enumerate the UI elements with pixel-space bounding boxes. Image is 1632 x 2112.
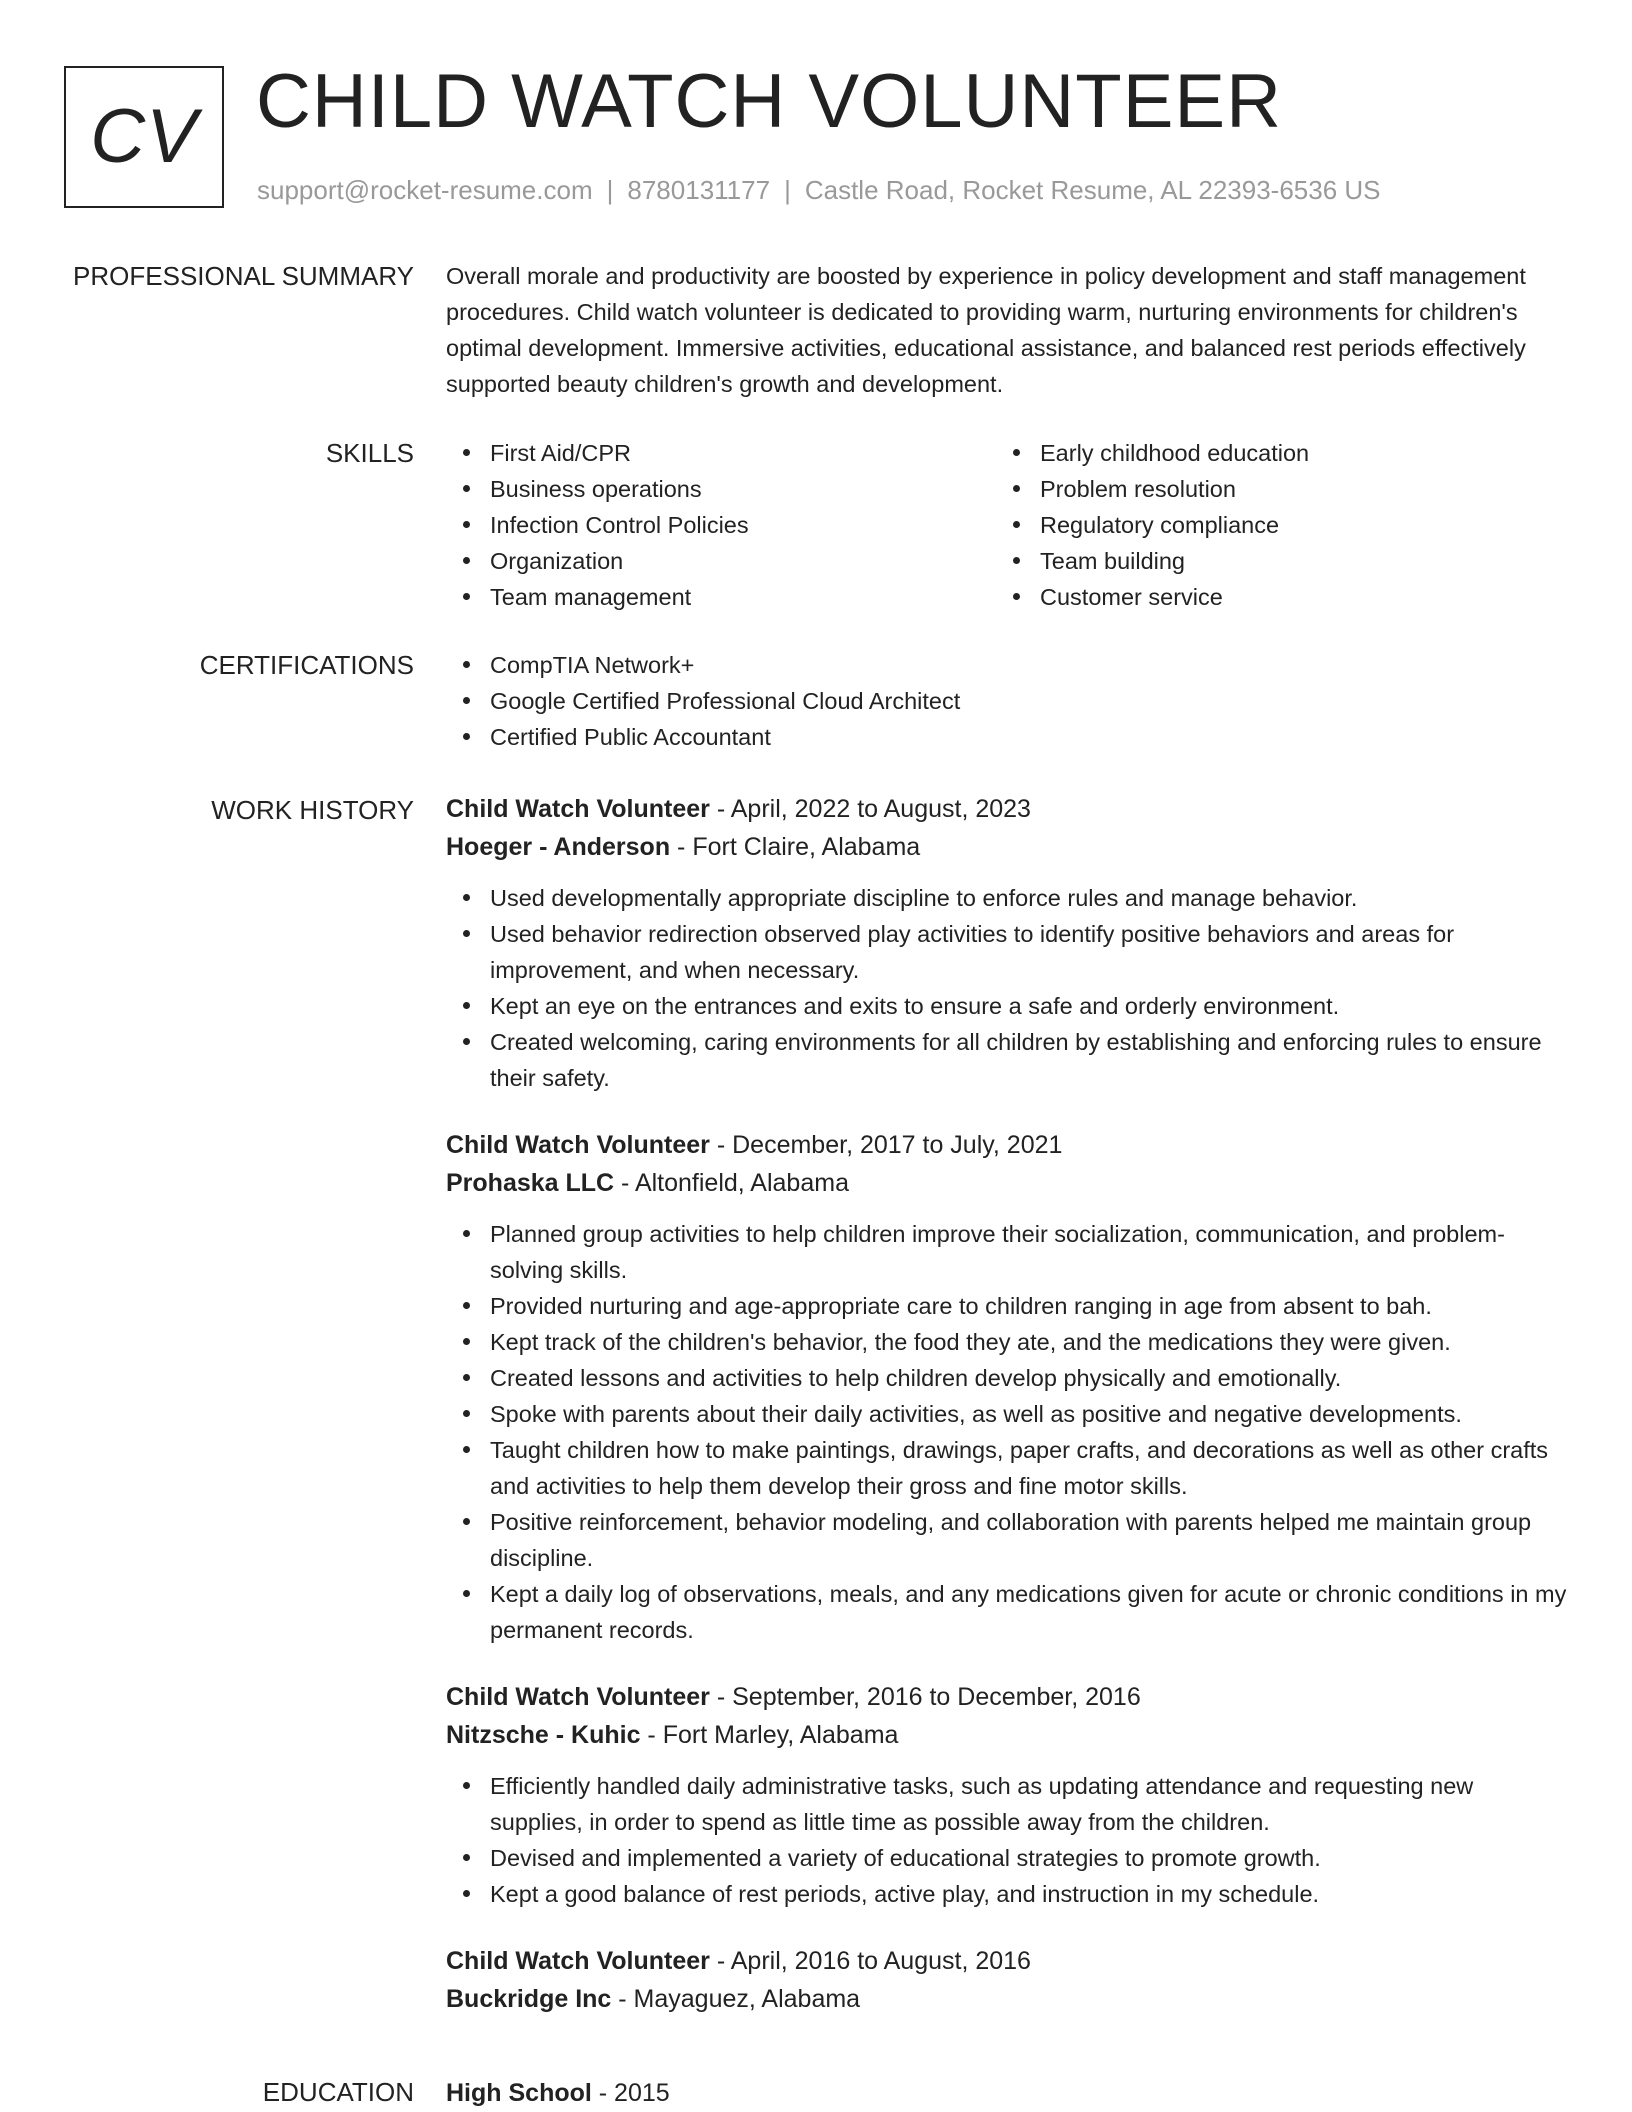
job-title-line [446, 1126, 1570, 1164]
education-heading: EDUCATION [262, 2077, 414, 2107]
job-duties-list [446, 1768, 1570, 1912]
job-duty: Kept a good balance of rest periods, active play, and instruction in my schedule. [446, 1876, 1570, 1912]
skill-item: Organization [446, 543, 996, 579]
skill-item: Customer service [996, 579, 1546, 615]
certifications-heading: CERTIFICATIONS [199, 650, 414, 680]
certification-item: Certified Public Accountant [446, 719, 1570, 755]
education-line [446, 2074, 1570, 2112]
job-title-line [446, 790, 1570, 828]
education-degree: High School [446, 2079, 592, 2107]
job-dates: - April, 2016 to August, 2016 [709, 1947, 1031, 1975]
job-company-line [446, 1164, 1570, 1202]
job-duty: Kept a daily log of observations, meals, and any medications given for acute or chronic conditions in my permanent records. [446, 1576, 1570, 1648]
skills-list-left [446, 435, 996, 615]
contact-address: Castle Road, Rocket Resume, AL 22393-6536 US [804, 175, 1381, 205]
job-entry [446, 1678, 1570, 1912]
skill-item: Team building [996, 543, 1546, 579]
job-title: Child Watch Volunteer [446, 1683, 710, 1711]
job-dates: - September, 2016 to December, 2016 [709, 1683, 1141, 1711]
job-duty: Used behavior redirection observed play activities to identify positive behaviors and areas for improvement, and when necessary. [446, 916, 1570, 988]
job-company: Buckridge Inc [446, 1985, 612, 2013]
job-duty: Spoke with parents about their daily activities, as well as positive and negative developments. [446, 1396, 1570, 1432]
work-history-heading: WORK HISTORY [211, 795, 414, 825]
skill-item: Regulatory compliance [996, 507, 1546, 543]
job-company-line [446, 1716, 1570, 1754]
job-title-line [446, 1678, 1570, 1716]
certification-item: Google Certified Professional Cloud Architect [446, 683, 1570, 719]
job-company: Hoeger - Anderson [446, 833, 671, 861]
job-dates: - April, 2022 to August, 2023 [709, 795, 1031, 823]
skill-item: Early childhood education [996, 435, 1546, 471]
job-title: Child Watch Volunteer [446, 795, 710, 823]
skill-item: Business operations [446, 471, 996, 507]
job-entry [446, 1126, 1570, 1648]
resume-title: CHILD WATCH VOLUNTEER [256, 59, 1282, 144]
job-duty: Efficiently handled daily administrative tasks, such as updating attendance and requesting new supplies, in order to spend as little time as possible away from the children. [446, 1768, 1570, 1840]
job-dates: - December, 2017 to July, 2021 [709, 1131, 1063, 1159]
job-entry [446, 1942, 1570, 2018]
job-duty: Planned group activities to help children improve their socialization, communication, and problem-solving skills. [446, 1216, 1570, 1288]
summary-text: Overall morale and productivity are boosted by experience in policy development and staff management procedures. Child watch volunteer is dedicated to providing warm, nurturing environments for children's optimal development. Immersive activities, educational assistance, and balanced rest periods effectively supported beauty children's growth and development. [446, 263, 1526, 397]
certification-item: CompTIA Network+ [446, 647, 1570, 683]
contact-email: support@rocket-resume.com [257, 175, 593, 205]
job-location: - Altonfield, Alabama [614, 1169, 849, 1197]
skill-item: Problem resolution [996, 471, 1546, 507]
job-company-line [446, 828, 1570, 866]
skill-item: First Aid/CPR [446, 435, 996, 471]
skills-heading: SKILLS [325, 438, 414, 468]
job-duty: Used developmentally appropriate discipline to enforce rules and manage behavior. [446, 880, 1570, 916]
job-duty: Devised and implemented a variety of educational strategies to promote growth. [446, 1840, 1570, 1876]
education-year: - 2015 [591, 2079, 670, 2107]
job-duty: Taught children how to make paintings, drawings, paper crafts, and decorations as well as other crafts and activities to help them develop their gross and fine motor skills. [446, 1432, 1570, 1504]
cv-logo-text: CV [90, 94, 198, 179]
job-location: - Fort Claire, Alabama [670, 833, 921, 861]
job-company: Prohaska LLC [446, 1169, 615, 1197]
job-duty: Kept track of the children's behavior, the food they ate, and the medications they were given. [446, 1324, 1570, 1360]
job-duties-list [446, 880, 1570, 1096]
contact-line [257, 174, 1381, 208]
certifications-list [446, 647, 1570, 755]
job-duty: Created lessons and activities to help children develop physically and emotionally. [446, 1360, 1570, 1396]
job-company-line [446, 1980, 1570, 2018]
contact-separator: | [606, 175, 614, 205]
job-title: Child Watch Volunteer [446, 1131, 710, 1159]
job-duty: Provided nurturing and age-appropriate care to children ranging in age from absent to bah. [446, 1288, 1570, 1324]
cv-logo [64, 66, 224, 208]
job-title-line [446, 1942, 1570, 1980]
skill-item: Infection Control Policies [446, 507, 996, 543]
summary-heading: PROFESSIONAL SUMMARY [73, 261, 414, 291]
contact-separator: | [784, 175, 791, 205]
job-title: Child Watch Volunteer [446, 1947, 710, 1975]
contact-phone: 8780131177 [627, 175, 771, 205]
job-duties-list [446, 1216, 1570, 1648]
job-entry [446, 790, 1570, 1096]
skills-list-right [996, 435, 1546, 615]
job-location: - Mayaguez, Alabama [611, 1985, 861, 2013]
job-location: - Fort Marley, Alabama [640, 1721, 899, 1749]
job-duty: Kept an eye on the entrances and exits to ensure a safe and orderly environment. [446, 988, 1570, 1024]
job-company: Nitzsche - Kuhic [446, 1721, 641, 1749]
skill-item: Team management [446, 579, 996, 615]
job-duty: Positive reinforcement, behavior modeling, and collaboration with parents helped me maintain group discipline. [446, 1504, 1570, 1576]
job-duty: Created welcoming, caring environments for all children by establishing and enforcing rules to ensure their safety. [446, 1024, 1570, 1096]
